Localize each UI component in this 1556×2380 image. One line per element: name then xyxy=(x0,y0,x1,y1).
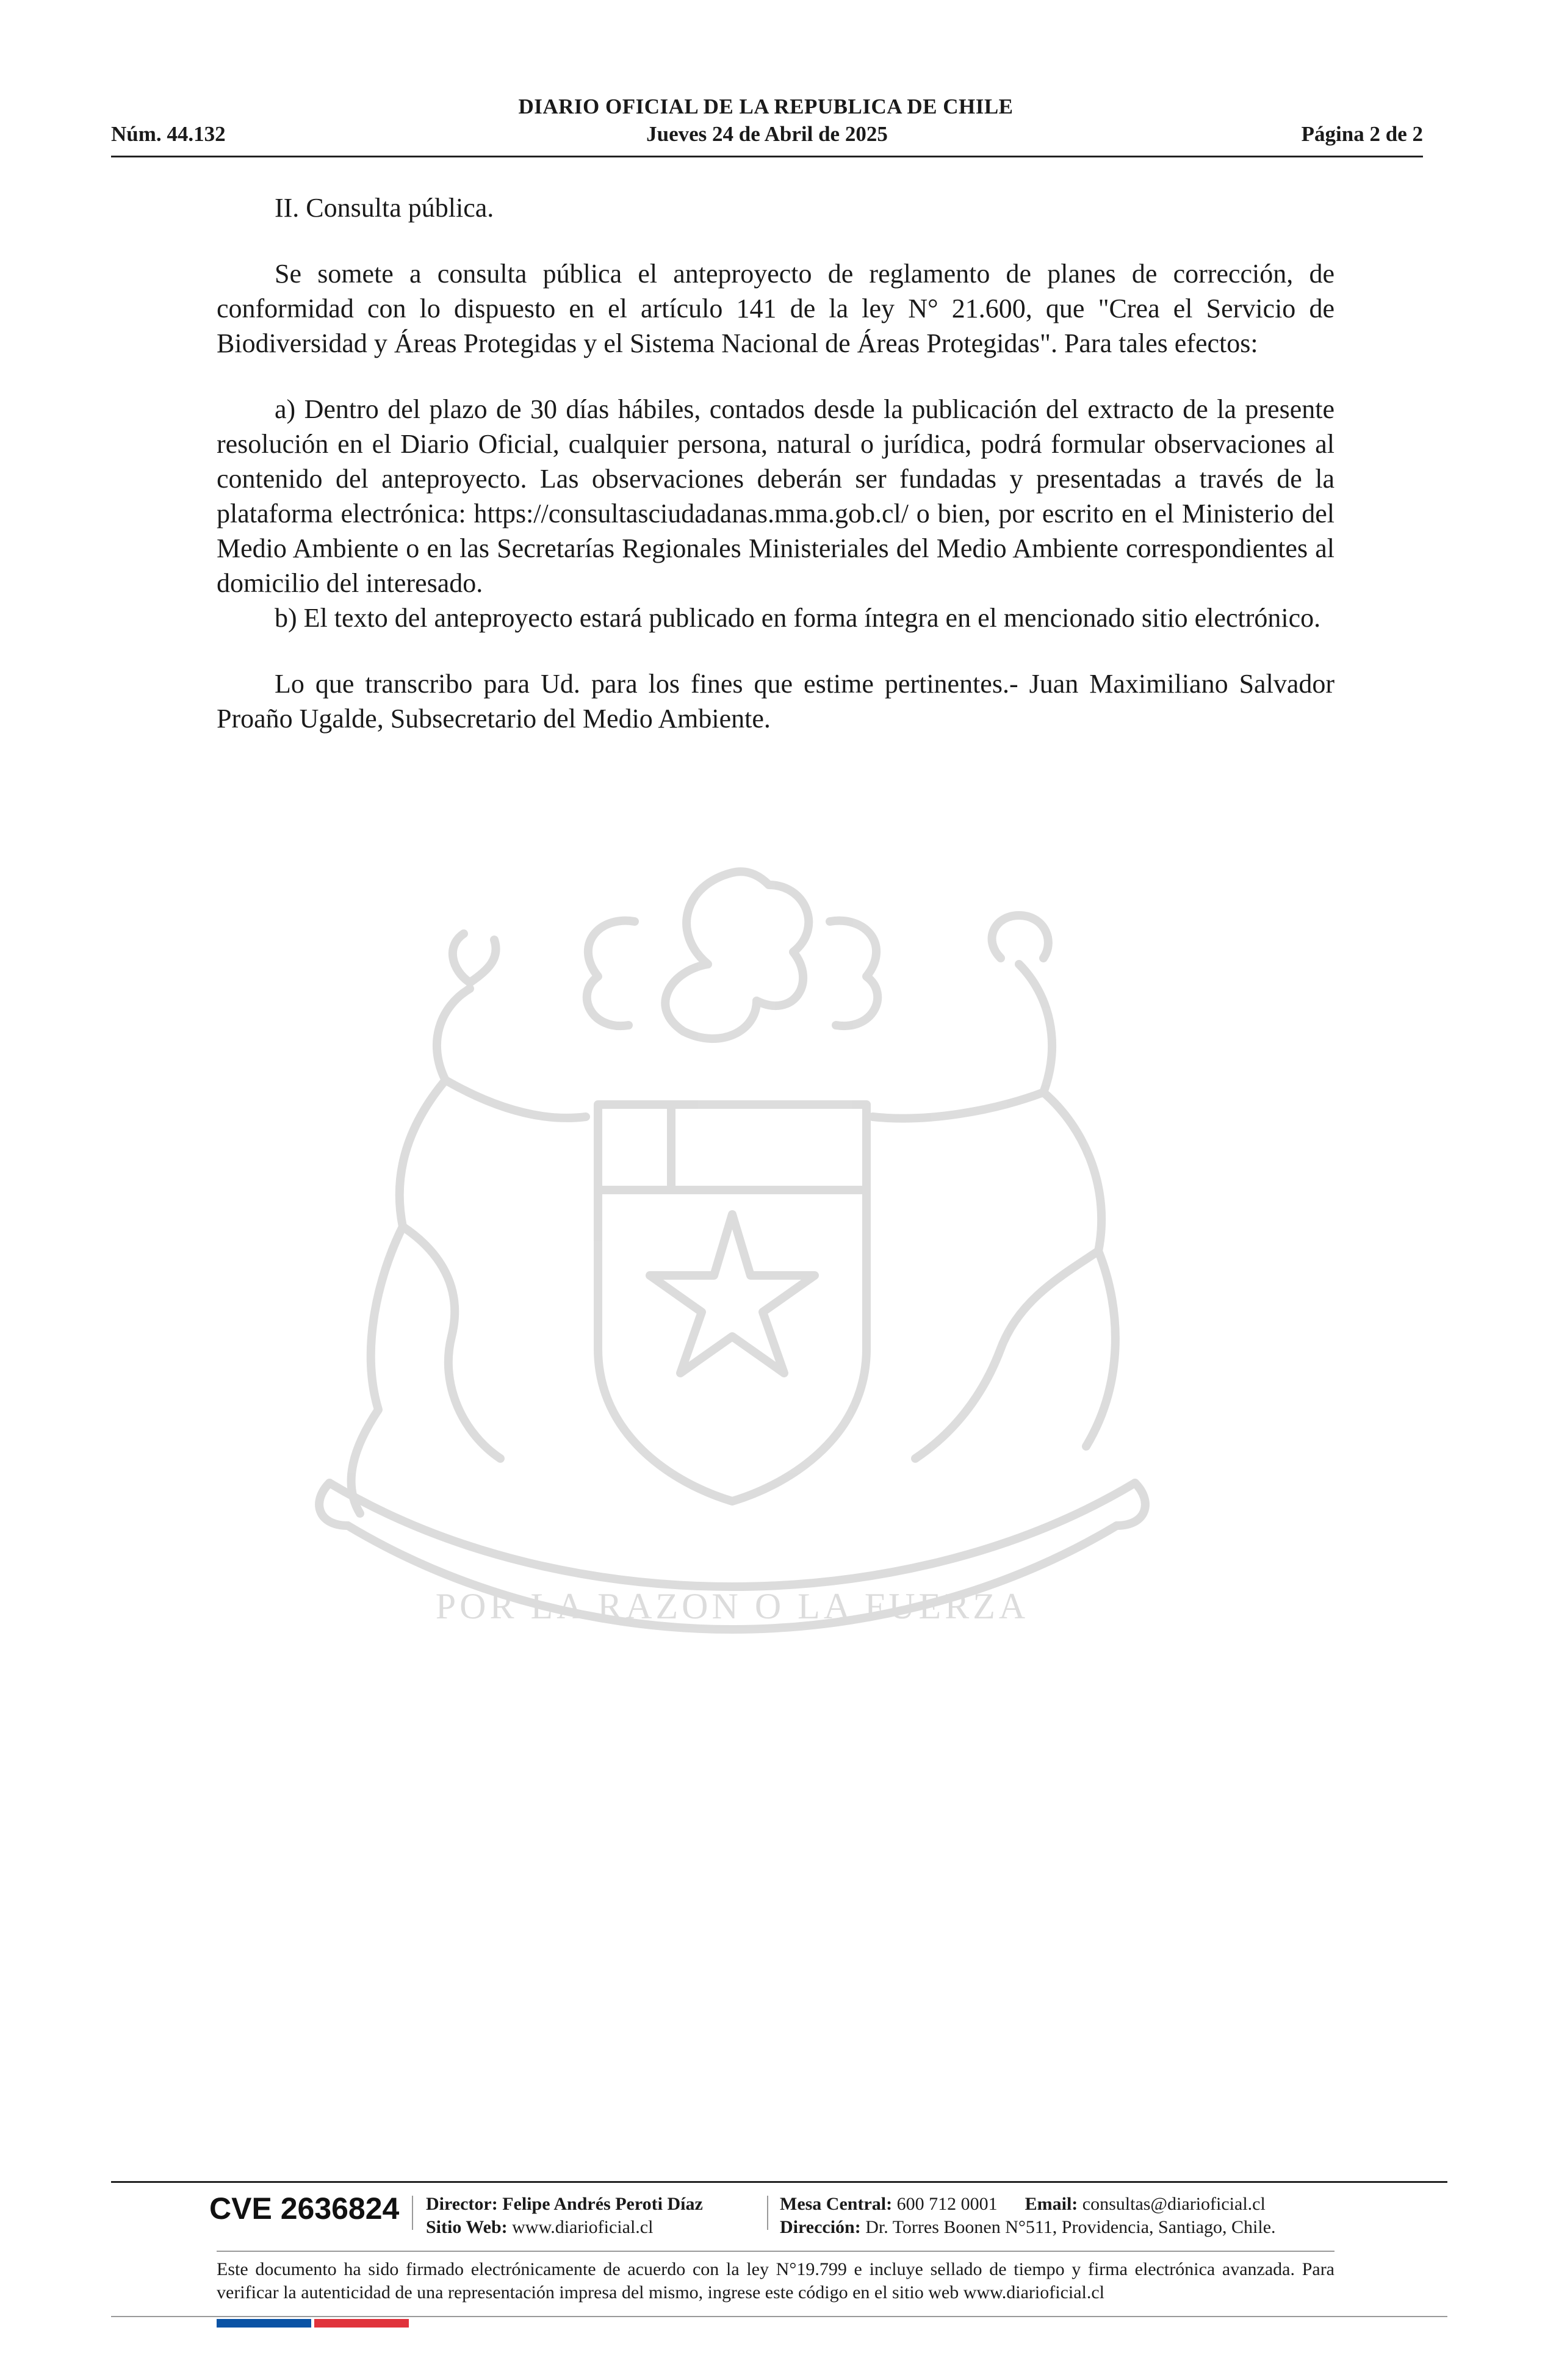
footer-director-block xyxy=(426,2193,703,2239)
phone-value: 600 712 0001 xyxy=(896,2194,998,2214)
cve-code: CVE 2636824 xyxy=(209,2191,400,2226)
section-heading: II. Consulta pública. xyxy=(275,193,494,223)
footer-divider-mid xyxy=(217,2251,1334,2252)
address-label: Dirección: xyxy=(780,2217,861,2237)
issue-date: Jueves 24 de Abril de 2025 xyxy=(646,122,888,146)
footer-contact-block xyxy=(780,2193,1276,2239)
issue-number: Núm. 44.132 xyxy=(111,122,226,146)
email-value: consultas@diarioficial.cl xyxy=(1082,2194,1266,2214)
footer-separator xyxy=(412,2196,413,2230)
footer-divider-bottom xyxy=(111,2316,1447,2317)
signature-note: Este documento ha sido firmado electrónicamente de acuerdo con la ley N°19.799 e incluye sellado de tiempo y firma electrónica avanzada. Para verificar la autenticidad de una representación impresa del mismo, ingrese este código en el sitio web www.diarioficial.cl xyxy=(217,2259,1334,2302)
phone-label: Mesa Central: xyxy=(780,2194,893,2214)
flag-red-bar xyxy=(314,2319,409,2328)
page-indicator: Página 2 de 2 xyxy=(1301,122,1423,146)
document-body xyxy=(217,190,1334,736)
website-label: Sitio Web: xyxy=(426,2217,508,2237)
closing-paragraph: Lo que transcribo para Ud. para los fines que estime pertinentes.- Juan Maximiliano Salvador Proaño Ugalde, Subsecretario del Medio Ambiente. xyxy=(217,669,1334,734)
director-value: Felipe Andrés Peroti Díaz xyxy=(502,2194,703,2214)
newspaper-title: DIARIO OFICIAL DE LA REPUBLICA DE CHILE xyxy=(518,95,1014,118)
item-a: a) Dentro del plazo de 30 días hábiles, contados desde la publicación del extracto de la presente resolución en el Diario Oficial, cualquier persona, natural o jurídica, podrá formular observaciones al contenido del anteproyecto. Las observaciones deberán ser fundadas y presentadas a través de la plataforma electrónica: https://consultasciudadanas.mma.gob.cl/ o bien, por escrito en el Ministerio del Medio Ambiente o en las Secretarías Regionales Ministeriales del Medio Ambiente correspondientes al domicilio del interesado. xyxy=(217,394,1334,598)
watermark-motto: POR LA RAZON O LA FUERZA xyxy=(435,1586,1029,1626)
director-label: Director: xyxy=(426,2194,498,2214)
address-value: Dr. Torres Boonen N°511, Providencia, Santiago, Chile. xyxy=(865,2217,1276,2237)
flag-stripe xyxy=(217,2319,409,2328)
paragraph-consulta: Se somete a consulta pública el anteproyecto de reglamento de planes de corrección, de conformidad con lo dispuesto en el artículo 141 de la ley N° 21.600, que "Crea el Servicio de Biodiversidad y Áreas Protegidas y el Sistema Nacional de Áreas Protegidas". Para tales efectos: xyxy=(217,259,1334,358)
item-b: b) El texto del anteproyecto estará publicado en forma íntegra en el mencionado sitio electrónico. xyxy=(275,603,1321,633)
header-divider xyxy=(111,156,1423,157)
footer-separator xyxy=(767,2196,768,2230)
website-value: www.diarioficial.cl xyxy=(512,2217,654,2237)
header-row xyxy=(111,122,1423,150)
chile-coat-of-arms-icon xyxy=(207,848,1257,1678)
email-label: Email: xyxy=(1025,2194,1078,2214)
flag-blue-bar xyxy=(217,2319,311,2328)
footer-divider-top xyxy=(111,2181,1447,2183)
